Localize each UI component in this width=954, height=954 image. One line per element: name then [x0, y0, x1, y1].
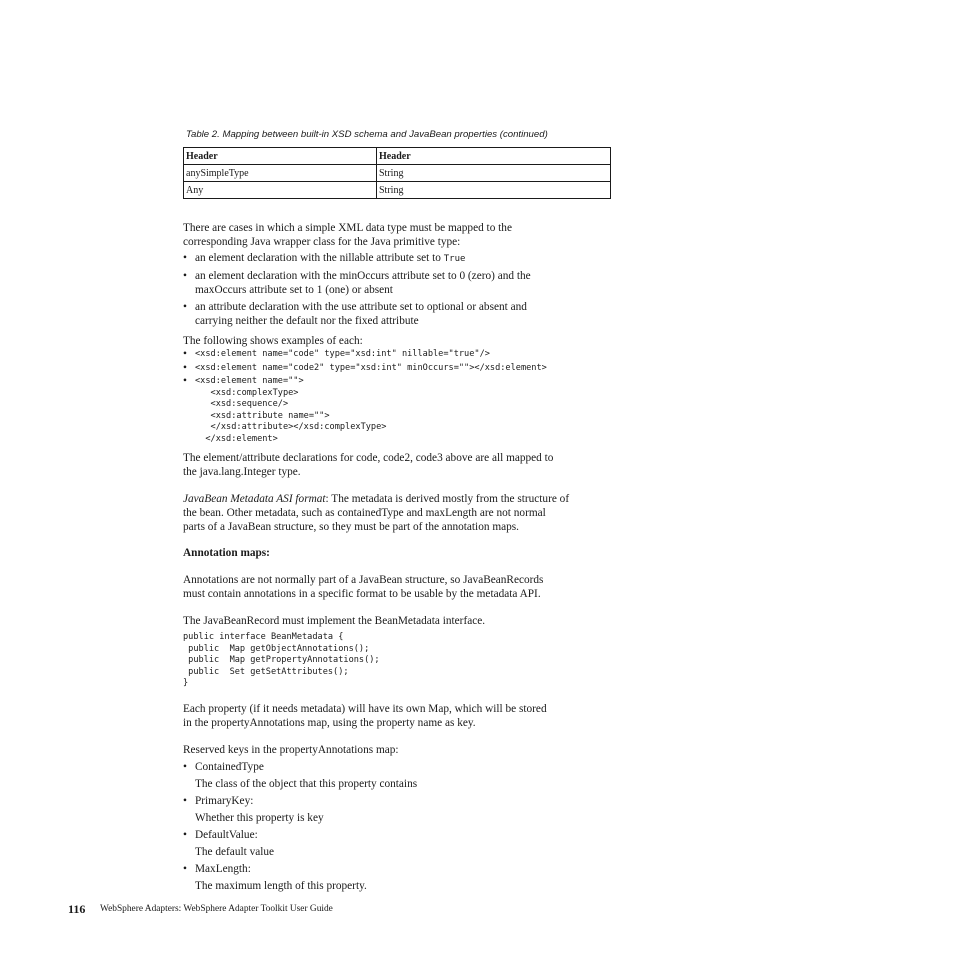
reserved-desc: The default value: [195, 846, 275, 858]
inline-code: True: [443, 254, 466, 264]
code-example: <xsd:element name=""> <xsd:complexType> <xsd:sequence/> <xsd:attribute name=""> </xsd:attribute></xsd:complexType> </xsd:element>: [195, 376, 387, 444]
reserved-key: MaxLength:: [195, 863, 251, 875]
asi-line: the bean. Other metadata, such as containedType and maxLength are not normal: [183, 507, 546, 519]
intro-line: There are cases in which a simple XML data type must be mapped to the: [183, 222, 512, 234]
case-line: an attribute declaration with the use attribute set to optional or absent and: [195, 301, 527, 313]
table-caption: Table 2. Mapping between built-in XSD schema and JavaBean properties (continued): [186, 129, 548, 140]
implement-line: The JavaBeanRecord must implement the BeanMetadata interface.: [183, 615, 486, 627]
bullet-icon: •: [183, 270, 187, 282]
table-row: [184, 182, 611, 199]
property-line: in the propertyAnnotations map, using the property name as key.: [183, 717, 476, 729]
reserved-desc: The maximum length of this property.: [195, 880, 367, 892]
case-line: maxOccurs attribute set to 1 (one) or absent: [195, 284, 393, 296]
code-example: <xsd:element name="code2" type="xsd:int" minOccurs=""></xsd:element>: [195, 363, 547, 373]
examples-intro: The following shows examples of each:: [183, 335, 363, 347]
page-number: 116: [68, 902, 86, 916]
mapping-table: [183, 147, 611, 199]
reserved-key: ContainedType: [195, 761, 264, 773]
table-cell: String: [377, 165, 611, 182]
table-header-cell: Header: [377, 148, 611, 165]
footer-title: WebSphere Adapters: WebSphere Adapter Toolkit User Guide: [100, 904, 333, 914]
table-header-row: [184, 148, 611, 165]
table-cell: Any: [184, 182, 377, 199]
asi-text: : The metadata is derived mostly from the structure of: [325, 493, 570, 505]
section-heading: Annotation maps:: [183, 547, 270, 559]
bullet-icon: •: [183, 829, 187, 841]
intro-line: corresponding Java wrapper class for the Java primitive type:: [183, 236, 461, 248]
case-text: an element declaration with the nillable attribute set to: [195, 252, 444, 264]
table-cell: String: [377, 182, 611, 199]
reserved-intro: Reserved keys in the propertyAnnotations map:: [183, 744, 399, 756]
code-example: <xsd:element name="code" type="xsd:int" nillable="true"/>: [195, 349, 490, 359]
property-line: Each property (if it needs metadata) will have its own Map, which will be stored: [183, 703, 547, 715]
annotation-line: Annotations are not normally part of a JavaBean structure, so JavaBeanRecords: [183, 574, 544, 586]
reserved-desc: The class of the object that this property contains: [195, 778, 418, 790]
table-cell: anySimpleType: [184, 165, 377, 182]
bullet-icon: •: [183, 252, 187, 264]
case-item: [195, 252, 465, 267]
bullet-icon: •: [183, 795, 187, 807]
case-line: carrying neither the default nor the fixed attribute: [195, 315, 419, 327]
annotation-line: must contain annotations in a specific format to be usable by the metadata API.: [183, 588, 541, 600]
mapped-line: the java.lang.Integer type.: [183, 466, 301, 478]
bullet-icon: •: [183, 761, 187, 773]
reserved-desc: Whether this property is key: [195, 812, 324, 824]
bullet-icon: •: [183, 375, 187, 387]
asi-line: parts of a JavaBean structure, so they must be part of the annotation maps.: [183, 521, 519, 533]
mapped-line: The element/attribute declarations for code, code2, code3 above are all mapped to: [183, 452, 554, 464]
reserved-key: PrimaryKey:: [195, 795, 254, 807]
table-header-cell: Header: [184, 148, 377, 165]
table-row: [184, 165, 611, 182]
interface-code: public interface BeanMetadata { public Map getObjectAnnotations(); public Map getPropertyAnnotations(); public Set getSetAttributes(); }: [183, 632, 380, 688]
reserved-key: DefaultValue:: [195, 829, 258, 841]
asi-line: [183, 493, 569, 507]
bullet-icon: •: [183, 362, 187, 374]
bullet-icon: •: [183, 348, 187, 360]
bullet-icon: •: [183, 863, 187, 875]
asi-term: JavaBean Metadata ASI format: [183, 493, 326, 505]
case-line: an element declaration with the minOccurs attribute set to 0 (zero) and the: [195, 270, 531, 282]
bullet-icon: •: [183, 301, 187, 313]
